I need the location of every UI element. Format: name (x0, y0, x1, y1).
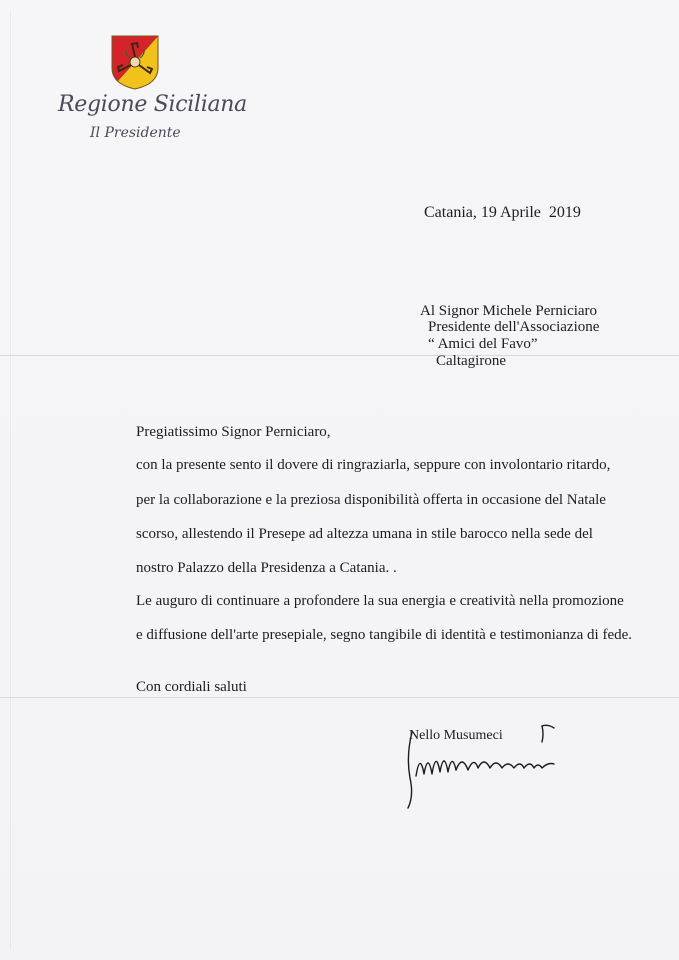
recipient-name: Al Signor Michele Perniciaro (420, 303, 598, 319)
letterhead-name: Regione Siciliana (58, 92, 247, 117)
recipient-city: Caltagirone (436, 353, 506, 369)
body-line: per la collaborazione e la preziosa disponibilità offerta in occasione del Natale (136, 492, 606, 508)
paper-fold-lower (0, 697, 679, 698)
body-line: con la presente sento il dovere di ringraziarla, seppure con involontario ritardo, (136, 457, 611, 473)
body-line: scorso, allestendo il Presepe ad altezza umana in stile barocco nella sede del (136, 526, 593, 542)
salutation: Pregiatissimo Signor Perniciaro, (136, 424, 331, 440)
paper-fold-upper (0, 355, 679, 356)
recipient-role: Presidente dell'Associazione (428, 319, 600, 335)
body-line: Le auguro di continuare a profondere la sua energia e creatività nella promozione (136, 593, 624, 609)
closing: Con cordiali saluti (136, 679, 247, 695)
letterhead-office: Il Presidente (90, 125, 181, 141)
handwritten-signature (398, 716, 578, 816)
paper-edge (10, 10, 11, 950)
body-line: e diffusione dell'arte presepiale, segno tangibile di identità e testimonianza di fede. (136, 627, 633, 643)
trinacria-emblem-icon (110, 34, 160, 90)
date-line: Catania, 19 Aprile 2019 (424, 204, 581, 221)
body-line: nostro Palazzo della Presidenza a Catania. . (136, 560, 397, 576)
signatory-name: Nello Musumeci (409, 728, 503, 743)
recipient-association: “ Amici del Favo” (428, 336, 538, 352)
